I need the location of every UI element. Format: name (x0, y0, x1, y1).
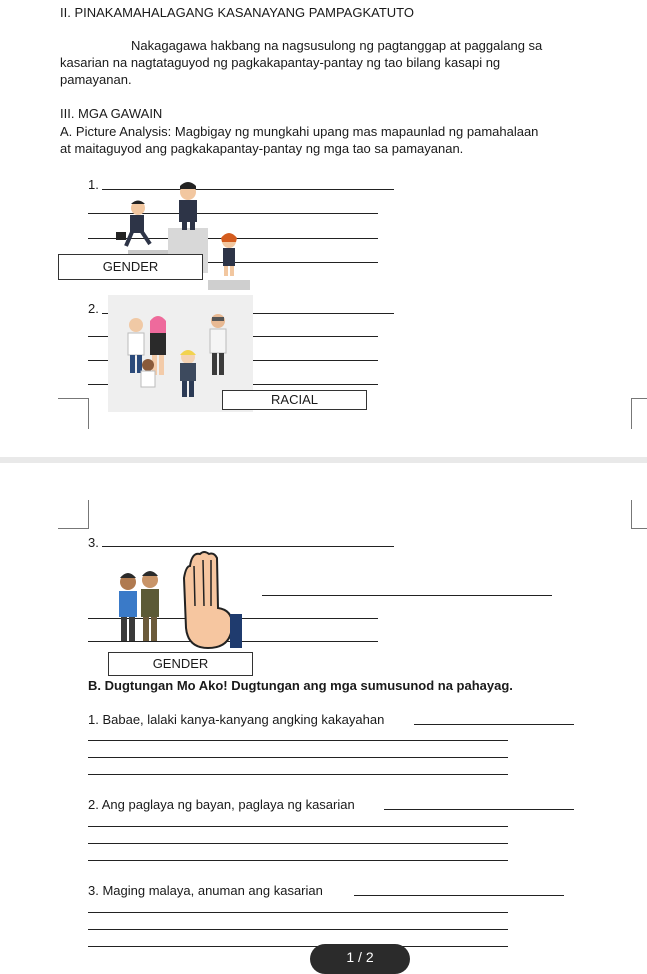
crop-mark (631, 398, 647, 429)
part-b-heading: B. Dugtungan Mo Ako! Dugtungan ang mga sumusunod na pahayag. (88, 678, 513, 693)
answer-line (414, 724, 574, 725)
part-a-line-1: A. Picture Analysis: Magbigay ng mungkahi upang mas mapaunlad ng pamahalaan (60, 124, 539, 139)
question-3: 3. Maging malaya, anuman ang kasarian (88, 883, 323, 898)
section-heading-iii: III. MGA GAWAIN (60, 106, 163, 121)
crop-mark (58, 398, 89, 429)
question-1: 1. Babae, lalaki kanya-kanyang angking kakayahan (88, 712, 385, 727)
item-1-label: GENDER (58, 254, 203, 280)
item-3-number: 3. (88, 535, 99, 550)
answer-line (88, 757, 508, 758)
objective-line-1: Nakagagawa hakbang na nagsusulong ng pagtanggap at paggalang sa (131, 38, 543, 53)
stop-hand-illustration (108, 548, 253, 656)
answer-line (88, 774, 508, 775)
answer-line (88, 912, 508, 913)
answer-line (88, 740, 508, 741)
answer-line (88, 929, 508, 930)
item-1-number: 1. (88, 177, 99, 192)
item-2-number: 2. (88, 301, 99, 316)
section-heading-ii: II. PINAKAMAHALAGANG KASANAYANG PAMPAGKATUTO (60, 5, 414, 20)
objective-line-3: pamayanan. (60, 72, 132, 87)
page-indicator: 1 / 2 (310, 944, 410, 974)
page-separator (0, 457, 647, 463)
part-a-line-2: at maitaguyod ang pagkakapantay-pantay ng mga tao sa pamayanan. (60, 141, 464, 156)
objective-line-2: kasarian na nagtataguyod ng pagkakapantay-pantay ng tao bilang kasapi ng (60, 55, 501, 70)
answer-line (102, 546, 394, 547)
answer-line (354, 895, 564, 896)
answer-line (88, 843, 508, 844)
question-2: 2. Ang paglaya ng bayan, paglaya ng kasarian (88, 797, 355, 812)
crop-mark (58, 500, 89, 529)
crop-mark (631, 500, 647, 529)
answer-line (88, 946, 508, 947)
item-3-label: GENDER (108, 652, 253, 676)
answer-line (88, 860, 508, 861)
answer-line (262, 595, 552, 596)
item-2-label: RACIAL (222, 390, 367, 410)
answer-line (88, 826, 508, 827)
answer-line (384, 809, 574, 810)
